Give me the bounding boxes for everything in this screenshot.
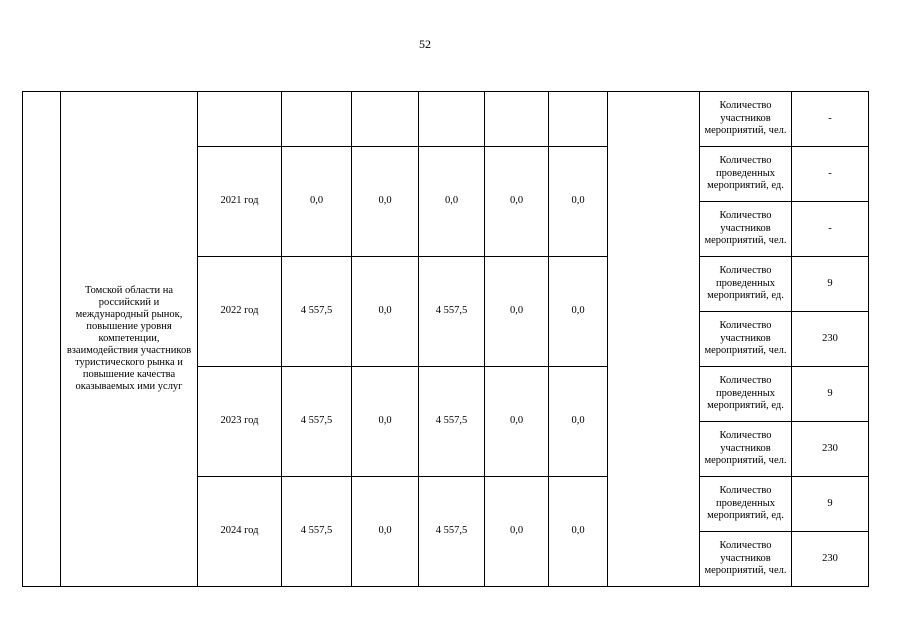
indicator-value: - xyxy=(792,92,869,147)
value-cell: 0,0 xyxy=(549,147,608,257)
value-cell: 4 557,5 xyxy=(282,367,352,477)
value-cell: 0,0 xyxy=(352,257,419,367)
indicator-value: 9 xyxy=(792,257,869,312)
year-cell: 2022 год xyxy=(198,257,282,367)
indicator-label: Количество участников мероприятий, чел. xyxy=(700,202,792,257)
number-cell xyxy=(23,92,61,587)
indicator-label: Количество проведенных мероприятий, ед. xyxy=(700,147,792,202)
description-cell: Томской области на российский и международный рынок, повышение уровня компетенции, взаимодействия участников туристического рынка и повышение качества оказываемых ими услуг xyxy=(61,92,198,587)
indicator-value: 9 xyxy=(792,477,869,532)
indicator-value: - xyxy=(792,147,869,202)
table-row xyxy=(23,92,869,147)
indicator-value: - xyxy=(792,202,869,257)
indicator-value: 230 xyxy=(792,532,869,587)
value-cell: 0,0 xyxy=(549,257,608,367)
indicator-label: Количество участников мероприятий, чел. xyxy=(700,92,792,147)
empty-cell xyxy=(198,92,282,147)
empty-cell xyxy=(485,92,549,147)
value-cell: 0,0 xyxy=(352,147,419,257)
indicator-label: Количество участников мероприятий, чел. xyxy=(700,422,792,477)
indicator-label: Количество проведенных мероприятий, ед. xyxy=(700,367,792,422)
value-cell: 4 557,5 xyxy=(419,257,485,367)
empty-cell xyxy=(419,92,485,147)
page-number: 52 xyxy=(419,37,431,51)
value-cell: 0,0 xyxy=(352,477,419,587)
indicator-label: Количество участников мероприятий, чел. xyxy=(700,532,792,587)
indicator-label: Количество проведенных мероприятий, ед. xyxy=(700,477,792,532)
value-cell: 4 557,5 xyxy=(419,367,485,477)
value-cell: 0,0 xyxy=(352,367,419,477)
indicator-value: 230 xyxy=(792,312,869,367)
value-cell: 0,0 xyxy=(485,367,549,477)
value-cell: 4 557,5 xyxy=(282,257,352,367)
value-cell: 4 557,5 xyxy=(282,477,352,587)
value-cell: 0,0 xyxy=(485,147,549,257)
executor-cell xyxy=(608,92,700,587)
indicator-label: Количество проведенных мероприятий, ед. xyxy=(700,257,792,312)
empty-cell xyxy=(352,92,419,147)
value-cell: 0,0 xyxy=(549,367,608,477)
value-cell: 0,0 xyxy=(419,147,485,257)
value-cell: 0,0 xyxy=(485,477,549,587)
indicator-value: 230 xyxy=(792,422,869,477)
program-table xyxy=(22,91,869,587)
empty-cell xyxy=(282,92,352,147)
year-cell: 2024 год xyxy=(198,477,282,587)
value-cell: 4 557,5 xyxy=(419,477,485,587)
value-cell: 0,0 xyxy=(485,257,549,367)
value-cell: 0,0 xyxy=(282,147,352,257)
indicator-value: 9 xyxy=(792,367,869,422)
empty-cell xyxy=(549,92,608,147)
value-cell: 0,0 xyxy=(549,477,608,587)
year-cell: 2021 год xyxy=(198,147,282,257)
year-cell: 2023 год xyxy=(198,367,282,477)
indicator-label: Количество участников мероприятий, чел. xyxy=(700,312,792,367)
